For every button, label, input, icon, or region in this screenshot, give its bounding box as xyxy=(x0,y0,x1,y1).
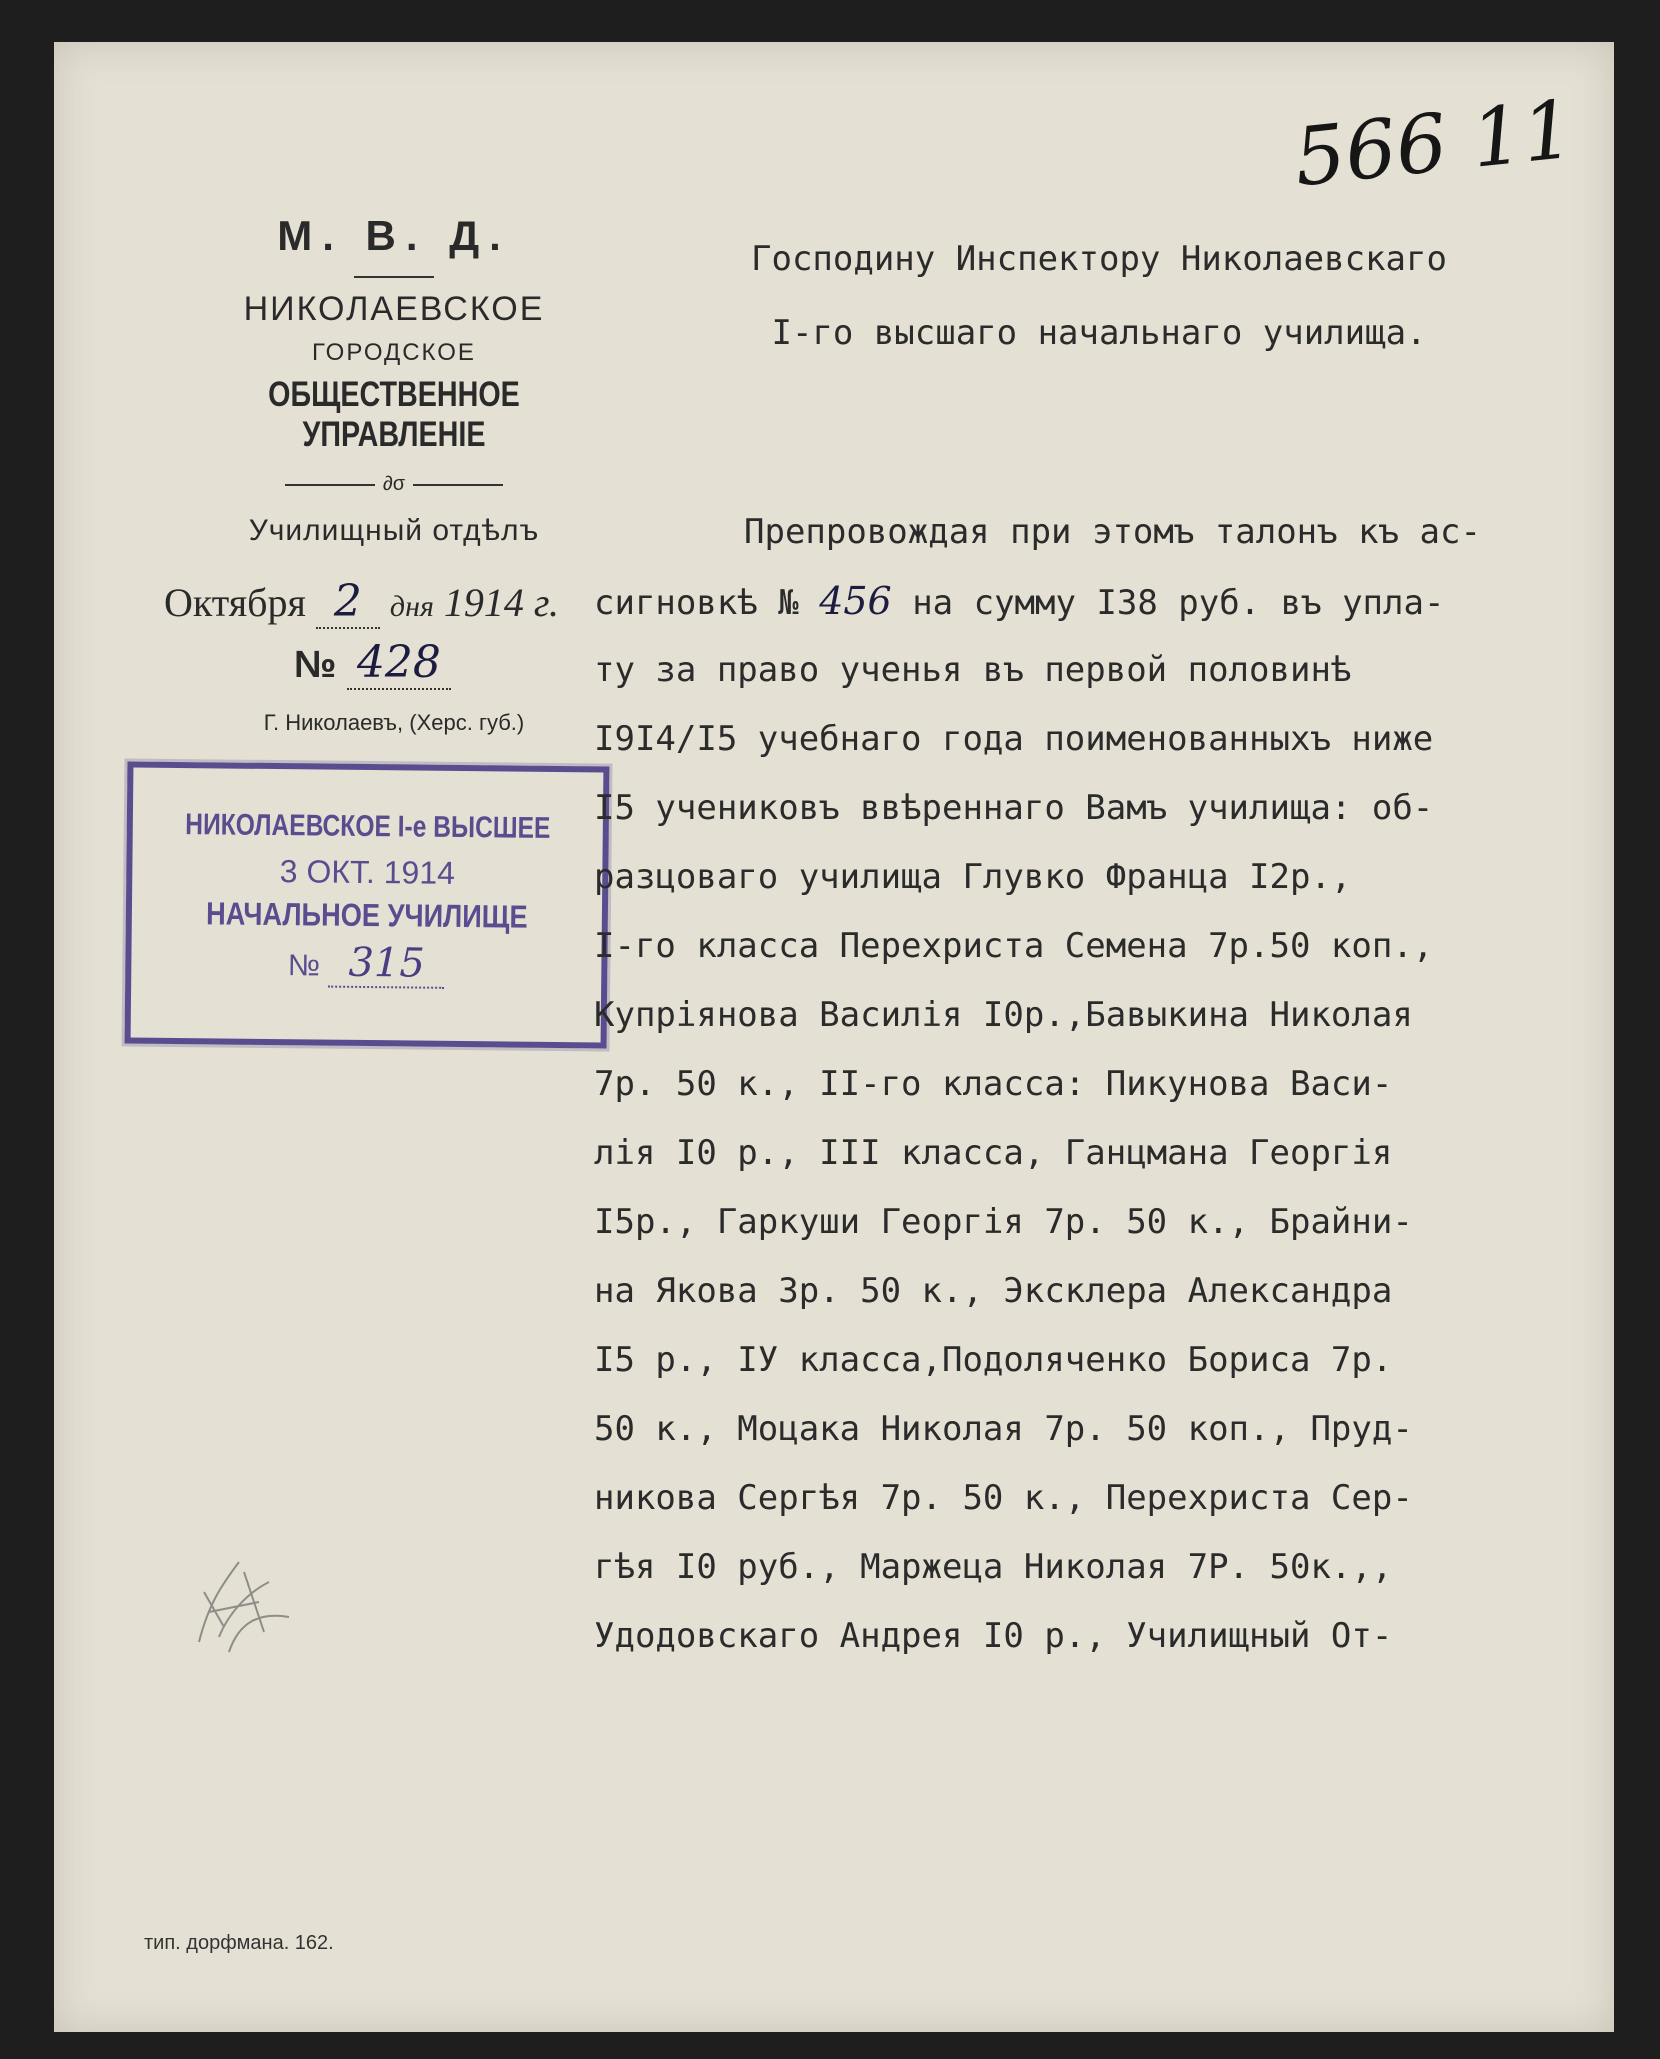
body-line: гѣя I0 руб., Маржеца Николая 7Р. 50к.,, xyxy=(594,1547,1393,1587)
stamp-line-1: НИКОЛАЕВСКОЕ I-е ВЫСШЕЕ xyxy=(185,808,551,845)
stamp-number xyxy=(131,938,601,989)
body-line: ту за право ученья въ первой половинѣ xyxy=(594,650,1352,690)
department-name: Училищный отдѣлъ xyxy=(248,514,540,547)
ministry-title: М. В. Д. xyxy=(277,212,511,259)
document-sheet xyxy=(54,42,1614,2032)
date-day: 2 xyxy=(316,576,380,629)
archive-number: 566 11 xyxy=(1289,82,1579,205)
stamp-line-3: НАЧАЛЬНОЕ УЧИЛИЩЕ xyxy=(205,895,528,935)
printer-imprint: тип. дорфмана. 162. xyxy=(144,1932,334,1954)
body-line: Удодовскаго Андрея I0 р., Училищный От- xyxy=(594,1616,1393,1656)
place-line: Г. Николаевъ, (Херс. губ.) xyxy=(263,710,525,735)
ornament-divider xyxy=(144,473,644,496)
body-line: 7р. 50 к., II-го класса: Пикунова Васи- xyxy=(594,1064,1393,1104)
city-type: ГОРОДСКОЕ xyxy=(312,339,476,366)
date-day-word: дня xyxy=(389,590,434,623)
outgoing-number xyxy=(144,637,644,688)
assignment-number: 456 xyxy=(819,579,892,623)
body-line: I9I4/I5 учебнаго года поименованныхъ ниже xyxy=(594,719,1434,759)
body-line-2-pre: сигновкѣ № xyxy=(594,583,799,623)
body-line: I5 учениковъ ввѣреннаго Вамъ училища: об- xyxy=(594,788,1434,828)
letterhead xyxy=(144,172,644,736)
date-month: Октября xyxy=(164,580,306,625)
stamp-number-value: 315 xyxy=(328,940,445,989)
stamp-number-label: № xyxy=(287,949,321,983)
stamp-date: 3 ОКТ. 1914 xyxy=(279,853,456,891)
number-label: № xyxy=(294,644,337,686)
body-line: никова Сергѣя 7р. 50 к., Перехриста Сер- xyxy=(594,1478,1413,1518)
body-line: на Якова 3р. 50 к., Эксклера Александра xyxy=(594,1271,1393,1311)
date-year: 1914 xyxy=(443,580,524,625)
body-line-1: Препровождая при этомъ талонъ къ ас- xyxy=(744,512,1481,552)
administration-name: ОБЩЕСТВЕННОЕ УПРАВЛЕНIЕ xyxy=(268,375,520,454)
body-line: Купрiянова Василiя I0р.,Бавыкина Николая xyxy=(594,995,1413,1035)
date-line xyxy=(144,576,644,627)
body-line: 50 к., Моцака Николая 7р. 50 коп., Пруд- xyxy=(594,1409,1413,1449)
date-suffix: г. xyxy=(533,580,559,625)
body-line: разцоваго училища Глувко Франца I2р., xyxy=(594,857,1352,897)
divider xyxy=(354,276,434,278)
pencil-sketch xyxy=(169,1542,309,1662)
body-line-2 xyxy=(594,567,1604,636)
body-line: I-го класса Перехриста Семена 7р.50 коп., xyxy=(594,926,1434,966)
letter-body xyxy=(594,498,1604,1671)
body-line-2-post: на сумму I38 руб. въ упла- xyxy=(912,583,1445,623)
city-name: НИКОЛАЕВСКОЕ xyxy=(243,290,545,328)
body-line: лiя I0 р., III класса, Ганцмана Георгiя xyxy=(594,1133,1393,1173)
letter-content xyxy=(594,222,1604,1671)
ornament-glyph: ∂σ xyxy=(382,473,406,495)
addressee-line-2: I-го высшаго начальнаго училища. xyxy=(771,313,1427,353)
addressee-line-1: Господину Инспектору Николаевскаго xyxy=(751,239,1447,279)
body-line: I5р., Гаркуши Георгiя 7р. 50 к., Брайни- xyxy=(594,1202,1413,1242)
body-line: I5 р., IУ класса,Подоляченко Бориса 7р. xyxy=(594,1340,1393,1380)
number-value: 428 xyxy=(347,637,451,690)
receipt-stamp xyxy=(125,761,610,1048)
